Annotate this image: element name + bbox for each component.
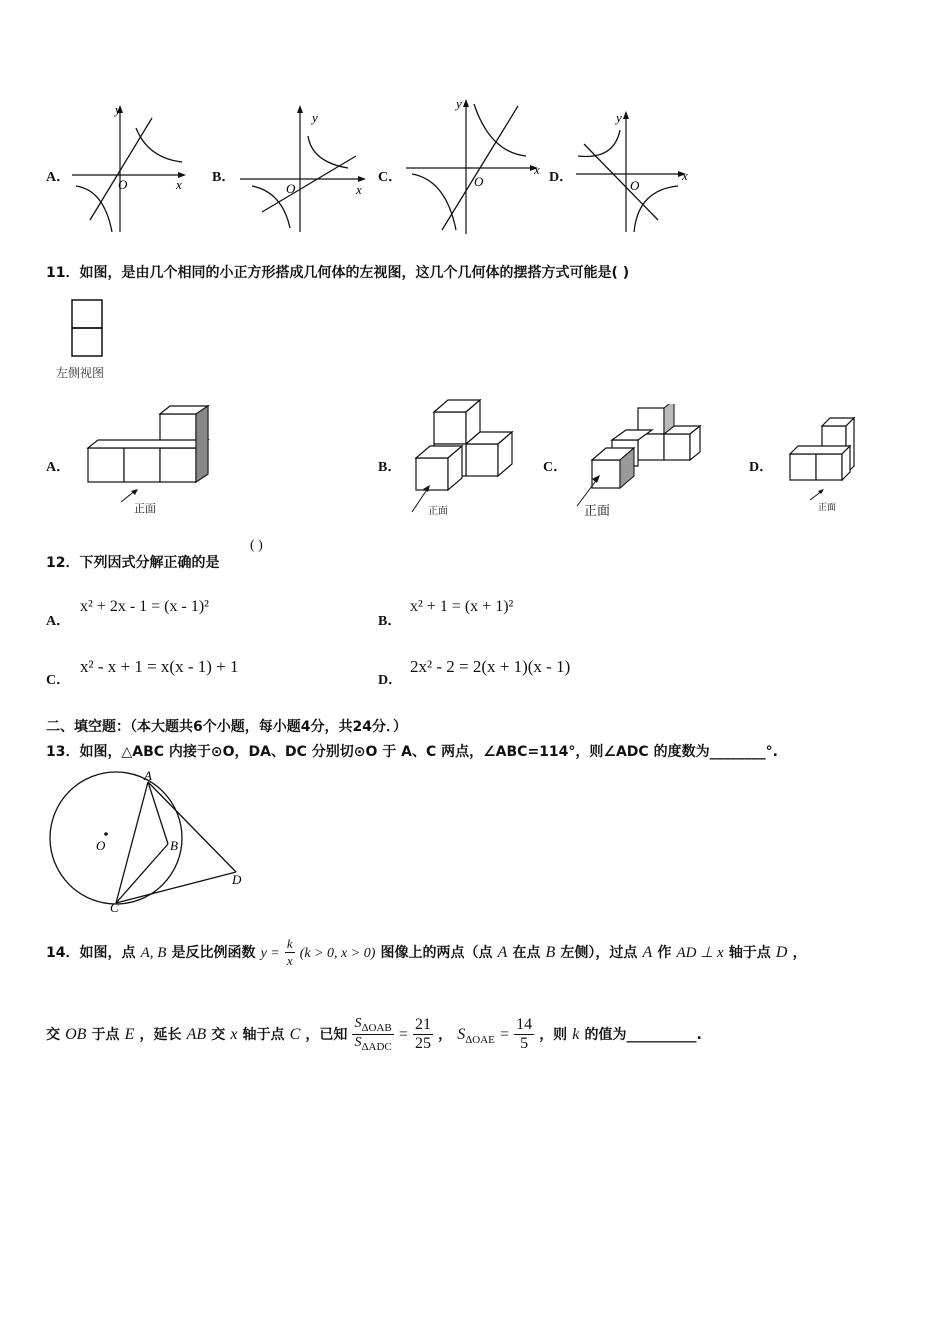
fraction-14-5: $\frac{14}{5}$: [516, 1016, 533, 1052]
point-c-label: C: [110, 900, 119, 914]
q12-option-b-label: B．: [378, 614, 402, 629]
fraction-k-over-x: $\frac{k}{x}$: [286, 936, 293, 968]
q11-option-a-label: A．: [46, 460, 71, 475]
origin-label: O: [118, 177, 128, 192]
q10-option-a-label: A．: [46, 170, 71, 185]
q10-option-d-label: D．: [549, 170, 574, 185]
y-axis-label: y: [616, 110, 622, 125]
q12-option-a-label: A．: [46, 614, 71, 629]
q11-option-b-label: B．: [378, 460, 402, 475]
q12-option-c-label: C．: [46, 673, 71, 688]
q14-line-1: 14．如图，点 A, B 是反比例函数 y = $\frac{k}{x}$ (k > 0, x > 0) 图像上的两点（点 A 在点 B 左侧），过点 A 作 AD ⊥ x 轴于点 D ，: [46, 936, 807, 968]
x-axis-label: x: [176, 177, 182, 192]
q11-option-d-label: D．: [749, 460, 774, 475]
q10-option-c-label: C．: [378, 170, 403, 185]
fraction-21-25: $\frac{21}{25}$: [415, 1016, 431, 1052]
section-heading: 二、填空题：（本大题共6个小题，每小题4分，共24分．）: [46, 719, 407, 735]
front-label: 正面: [134, 502, 156, 515]
q10-option-b-label: B．: [212, 170, 236, 185]
point-a-label: A: [144, 768, 152, 783]
y-axis-label: y: [456, 96, 462, 111]
point-b-label: B: [170, 838, 178, 853]
q11-figure-c: [588, 404, 704, 496]
x-axis-label: x: [356, 182, 362, 197]
front-label: 正面: [818, 503, 837, 513]
x-axis-label: x: [682, 168, 688, 183]
q10-graph-b: [238, 100, 370, 235]
q13-figure: [40, 768, 256, 914]
q12-option-d-expr: 2x² - 2 = 2(x + 1)(x - 1): [410, 657, 571, 676]
q11-figure-b: [412, 398, 522, 498]
fraction-area-ratio: $\frac{S_{\Delta OAB}}{S_{\Delta ADC}}$: [354, 1016, 392, 1053]
x-axis-label: x: [534, 162, 540, 177]
origin-label: O: [474, 174, 484, 189]
q12-option-b-expr: x² + 1 = (x + 1)²: [410, 598, 514, 615]
q12-option-c-expr: x² - x + 1 = x(x - 1) + 1: [80, 657, 239, 676]
q12-option-d-label: D．: [378, 673, 403, 688]
q11-figure-d: [788, 414, 862, 488]
front-label: 正面: [428, 506, 448, 517]
q10-graph-d: [574, 108, 698, 236]
left-view-caption: 左侧视图: [56, 366, 105, 380]
origin-label: O: [286, 181, 296, 196]
q12-option-a-expr: x² + 2x - 1 = (x - 1)²: [80, 598, 209, 615]
q13-stem: 13．如图，△ABC 内接于⊙O，DA、DC 分别切⊙O 于 A、C 两点，∠ABC=114°，则∠ADC 的度数为________°.: [46, 744, 778, 760]
q11-stem: 11．如图，是由几个相同的小正方形搭成几何体的左视图，这几个几何体的摆搭方式可能是( ): [46, 265, 630, 281]
q11-figure-a: [86, 402, 226, 490]
y-axis-label: y: [115, 102, 121, 117]
front-label: 正面: [584, 504, 611, 519]
q10-graph-a: [70, 100, 190, 235]
point-o-label: O: [96, 838, 106, 853]
origin-label: O: [630, 178, 640, 193]
q14-line-2: 交 OB 于点 E ，延长 AB 交 x 轴于点 C ，已知 $\frac{S_{\Delta OAB}}{S_{\Delta ADC}}$ = $\frac{21}{25}$ ， $S_{\Delta OAE}$ = $\frac{14}{5}$ ，则 k 的值为__________.: [46, 1016, 702, 1053]
y-axis-label: y: [312, 110, 318, 125]
answer-paren: ( ): [250, 538, 263, 553]
q10-graph-c: [404, 94, 544, 236]
q12-stem: 12．下列因式分解正确的是: [46, 555, 220, 571]
q11-option-c-label: C．: [543, 460, 568, 475]
point-d-label: D: [232, 872, 242, 887]
